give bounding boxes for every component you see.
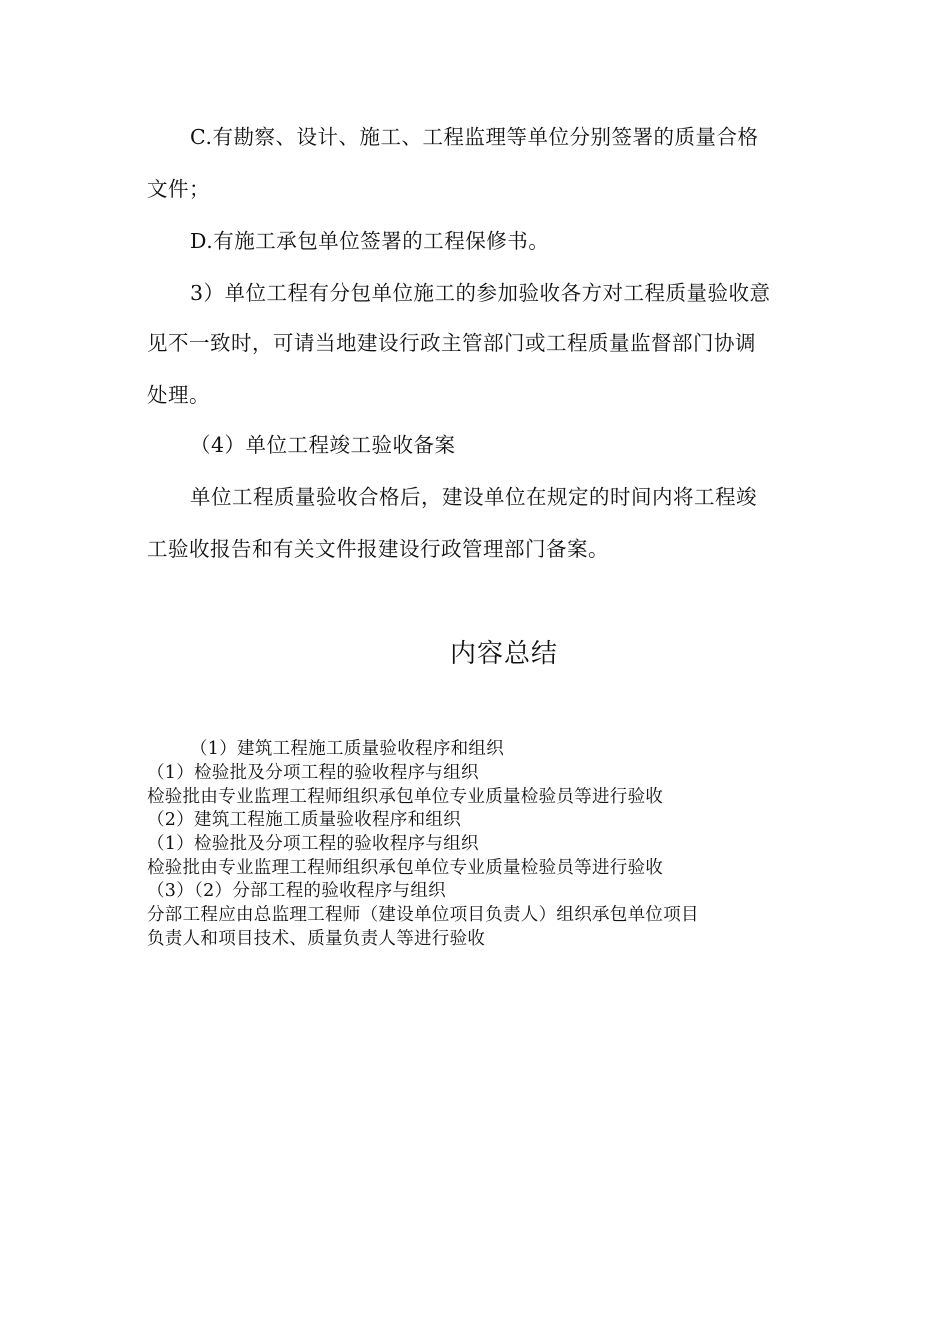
body-line: 3）单位工程有分包单位施工的参加验收各方对工程质量验收意 [190, 281, 771, 305]
summary-line: 检验批由专业监理工程师组织承包单位专业质量检验员等进行验收 [147, 787, 664, 807]
body-line: 见不一致时，可请当地建设行政主管部门或工程质量监督部门协调 [147, 331, 756, 355]
body-line: C.有勘察、设计、施工、工程监理等单位分别签署的质量合格 [190, 125, 759, 149]
body-line: D.有施工承包单位签署的工程保修书。 [190, 229, 550, 253]
summary-line: 负责人和项目技术、质量负责人等进行验收 [147, 929, 486, 949]
body-line: 工验收报告和有关文件报建设行政管理部门备案。 [147, 537, 609, 561]
summary-line: （2）建筑工程施工质量验收程序和组织 [147, 810, 462, 830]
summary-line: （1）检验批及分项工程的验收程序与组织 [147, 763, 479, 783]
summary-line: （3）（2）分部工程的验收程序与组织 [147, 881, 446, 901]
body-line: 文件； [147, 177, 210, 201]
summary-line: 分部工程应由总监理工程师（建设单位项目负责人）组织承包单位项目 [147, 905, 699, 925]
summary-line: （1）建筑工程施工质量验收程序和组织 [190, 739, 505, 759]
summary-line: 检验批由专业监理工程师组织承包单位专业质量检验员等进行验收 [147, 858, 664, 878]
summary-title: 内容总结 [449, 639, 558, 669]
section-heading: （4）单位工程竣工验收备案 [190, 433, 456, 457]
summary-line: （1）检验批及分项工程的验收程序与组织 [147, 834, 479, 854]
body-line: 处理。 [147, 383, 210, 407]
body-line: 单位工程质量验收合格后，建设单位在规定的时间内将工程竣 [190, 485, 757, 509]
